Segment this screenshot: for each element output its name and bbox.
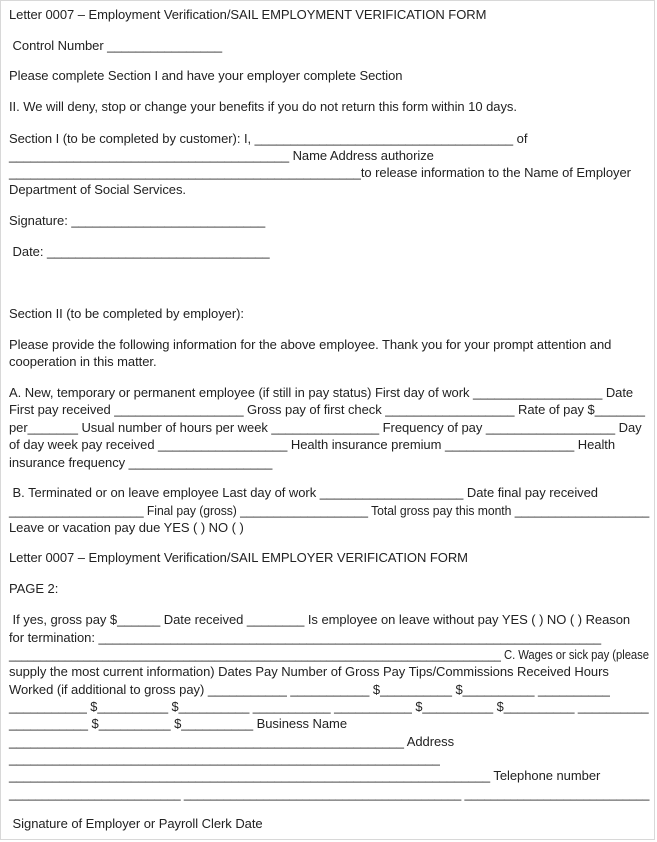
page-2-line-11: __________________________ __________________________________________ ____________________________ [9,786,650,801]
part-b-line-1: B. Terminated or on leave employee Last day of work ____________________ Date final pay received [9,485,598,500]
instructions-line-2: II. We will deny, stop or change your benefits if you do not return this form within 10 days. [9,99,517,114]
section-2-heading: Section II (to be completed by employer): [9,306,244,321]
part-b-line-3: Leave or vacation pay due YES ( ) NO ( ) [9,520,244,535]
part-a-line-4: of day week pay received __________________ Health insurance premium __________________ Health [9,437,616,452]
form-title: Letter 0007 – Employment Verification/SAIL EMPLOYMENT VERIFICATION FORM [9,7,487,22]
page-2-line-6: ___________ $__________ $__________ ___________ ___________ $__________ $__________ __________ [9,699,649,714]
part-a-line-2: First pay received __________________ Gross pay of first check __________________ Rate of pay $_______ [9,402,645,417]
part-a-line-5: insurance frequency ____________________ [9,455,273,470]
page-2-line-7: ___________ $__________ $__________ Business Name [9,716,348,731]
signature-line: Signature: ___________________________ [9,213,266,228]
part-b-line-2: ____________________ Final pay (gross) ___________________ Total gross pay this month ____________________ [9,503,650,518]
page-2-line-4: supply the most current information) Dates Pay Number of Gross Pay Tips/Commissions Received Hours [9,664,609,679]
section-2-intro-1: Please provide the following information for the above employee. Thank you for your prompt attention and [9,337,612,352]
page-2-line-2: for termination: ______________________________________________________________________ [9,630,602,645]
page-2-line-10: ___________________________________________________________________ Telephone number [9,768,601,783]
employer-signature-label: Signature of Employer or Payroll Clerk Date [9,816,263,831]
instructions-line-1: Please complete Section I and have your employer complete Section [9,68,403,83]
section-1-line-1: Section I (to be completed by customer): I, ____________________________________ of [9,131,528,146]
form-title-repeat: Letter 0007 – Employment Verification/SAIL EMPLOYER VERIFICATION FORM [9,550,468,565]
section-1-line-4: Department of Social Services. [9,182,186,197]
page-2-line-1: If yes, gross pay $______ Date received ________ Is employee on leave without pay YES ( ) NO ( ) Reason [9,612,631,627]
page-2-label: PAGE 2: [9,581,59,596]
part-a-line-1: A. New, temporary or permanent employee (if still in pay status) First day of work __________________ Date [9,385,634,400]
page-2-line-3: _______________________________________________________________________________ C. Wages or sick pay (please [9,647,649,662]
section-1-line-3: _________________________________________________to release information to the Name of Employer [9,165,631,180]
section-1-line-2: _______________________________________ Name Address authorize [9,148,434,163]
control-number-line: Control Number ________________ [9,38,223,53]
date-line: Date: _______________________________ [9,244,270,259]
page-2-line-8: _______________________________________________________ Address [9,734,455,749]
part-a-line-3: per_______ Usual number of hours per week _______________ Frequency of pay __________________ Day [9,420,642,435]
page-2-line-5: Worked (if additional to gross pay) ___________ ___________ $__________ $__________ __________ [9,682,610,697]
section-2-intro-2: cooperation in this matter. [9,354,157,369]
page-2-line-9: ____________________________________________________________ [9,751,440,766]
